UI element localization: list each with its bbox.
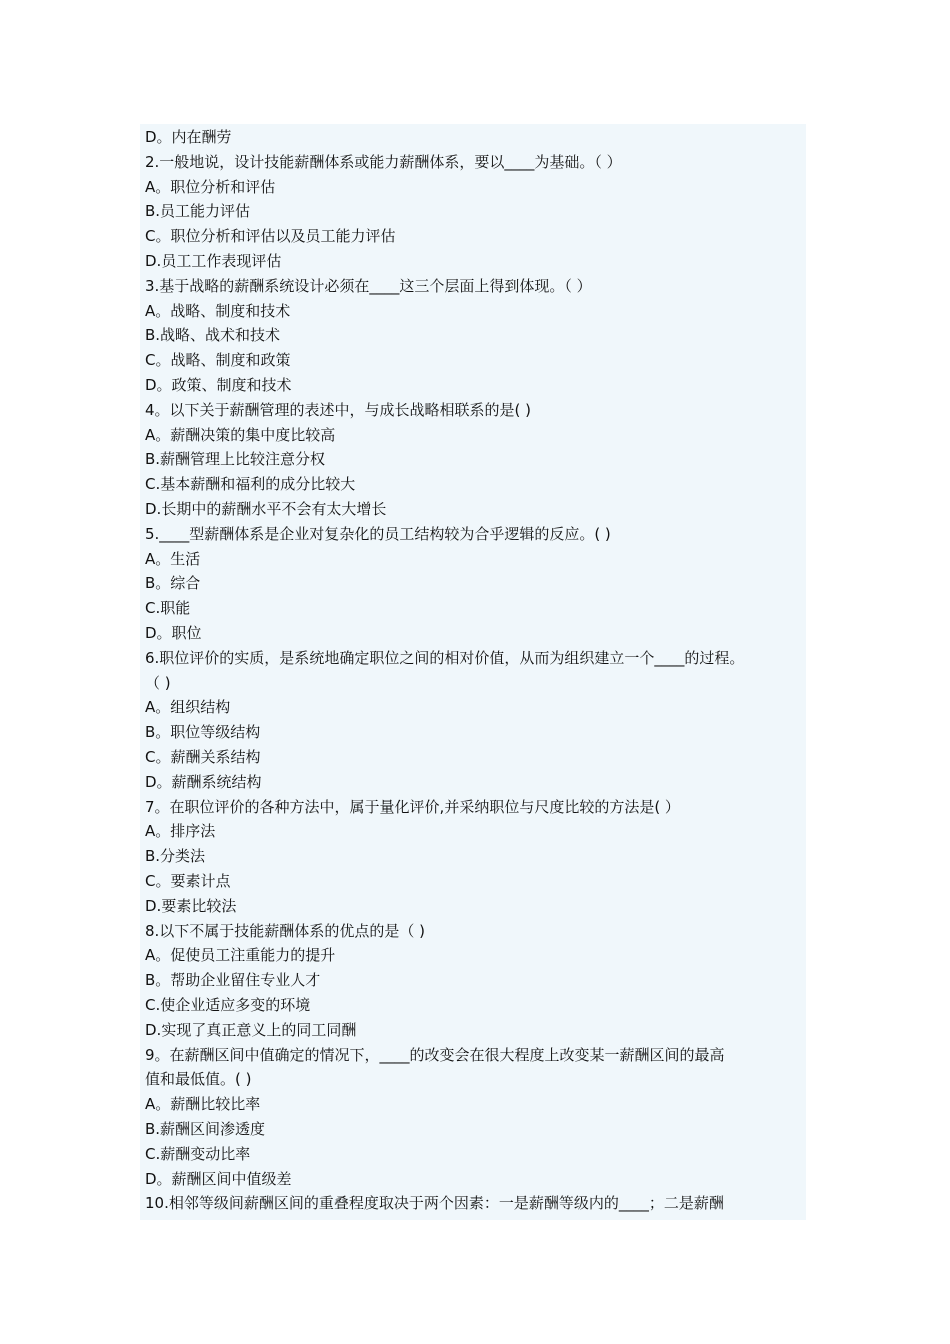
text-line: 2.一般地说，设计技能薪酬体系或能力薪酬体系，要以____为基础。（ ） (145, 152, 622, 171)
text-line: 6.职位评价的实质，是系统地确定职位之间的相对价值，从而为组织建立一个____的过程。 (145, 648, 745, 667)
text-line: 9。在薪酬区间中值确定的情况下，____的改变会在很大程度上改变某一薪酬区间的最高 (145, 1045, 725, 1064)
text-line: C。战略、制度和政策 (145, 351, 291, 370)
text-line: C.薪酬变动比率 (145, 1144, 251, 1163)
text-line: D.实现了真正意义上的同工同酬 (145, 1020, 357, 1039)
text-line: 5.____型薪酬体系是企业对复杂化的员工结构较为合乎逻辑的反应。( ) (145, 524, 611, 543)
text-line: A。组织结构 (145, 698, 231, 717)
text-line: B。综合 (145, 574, 201, 593)
text-line: C.使企业适应多变的环境 (145, 996, 311, 1014)
document-body (140, 124, 806, 1220)
text-line: B.薪酬区间渗透度 (145, 1120, 266, 1138)
text-line: D.员工工作表现评估 (145, 252, 282, 270)
text-line: （ ) (145, 673, 171, 692)
text-line: 4。以下关于薪酬管理的表述中，与成长战略相联系的是( ) (145, 400, 532, 419)
text-line: D.要素比较法 (145, 896, 237, 915)
text-line: C.基本薪酬和福利的成分比较大 (145, 475, 356, 494)
text-line: A。排序法 (145, 822, 216, 841)
text-line: 值和最低值。( ) (145, 1070, 252, 1089)
text-line: C。薪酬关系结构 (145, 748, 261, 766)
text-line: 7。在职位评价的各种方法中，属于量化评价,并采纳职位与尺度比较的方法是( ） (145, 797, 680, 816)
text-line: 8.以下不属于技能薪酬体系的优点的是（ ) (145, 921, 425, 940)
text-line: 10.相邻等级间薪酬区间的重叠程度取决于两个因素：一是薪酬等级内的____；二是薪酬 (145, 1194, 724, 1213)
text-line: A。薪酬比较比率 (145, 1095, 261, 1114)
text-line: 3.基于战略的薪酬系统设计必须在____这三个层面上得到体现。（ ） (145, 276, 592, 295)
text-line: A。战略、制度和技术 (145, 301, 291, 320)
text-line: A。促使员工注重能力的提升 (145, 946, 336, 965)
text-line: B.战略、战术和技术 (145, 326, 281, 345)
text-line: D.长期中的薪酬水平不会有太大增长 (145, 500, 387, 518)
text-line: C.职能 (145, 599, 191, 618)
text-line: C。要素计点 (145, 872, 231, 890)
text-line: B。职位等级结构 (145, 723, 261, 742)
text-line: B.薪酬管理上比较注意分权 (145, 450, 326, 469)
text-line: A。生活 (145, 549, 201, 568)
text-line: A。职位分析和评估 (145, 177, 276, 196)
text-line: A。薪酬决策的集中度比较高 (145, 425, 336, 444)
text-line: B。帮助企业留住专业人才 (145, 971, 321, 990)
text-line: D。薪酬区间中值级差 (145, 1169, 292, 1188)
text-line: D。政策、制度和技术 (145, 376, 292, 394)
text-line: C。职位分析和评估以及员工能力评估 (145, 227, 396, 246)
text-line: B.分类法 (145, 847, 206, 866)
text-line: B.员工能力评估 (145, 202, 251, 221)
text-line: D。薪酬系统结构 (145, 772, 262, 791)
text-line: D。职位 (145, 624, 202, 642)
text-line: D。内在酬劳 (145, 128, 232, 146)
